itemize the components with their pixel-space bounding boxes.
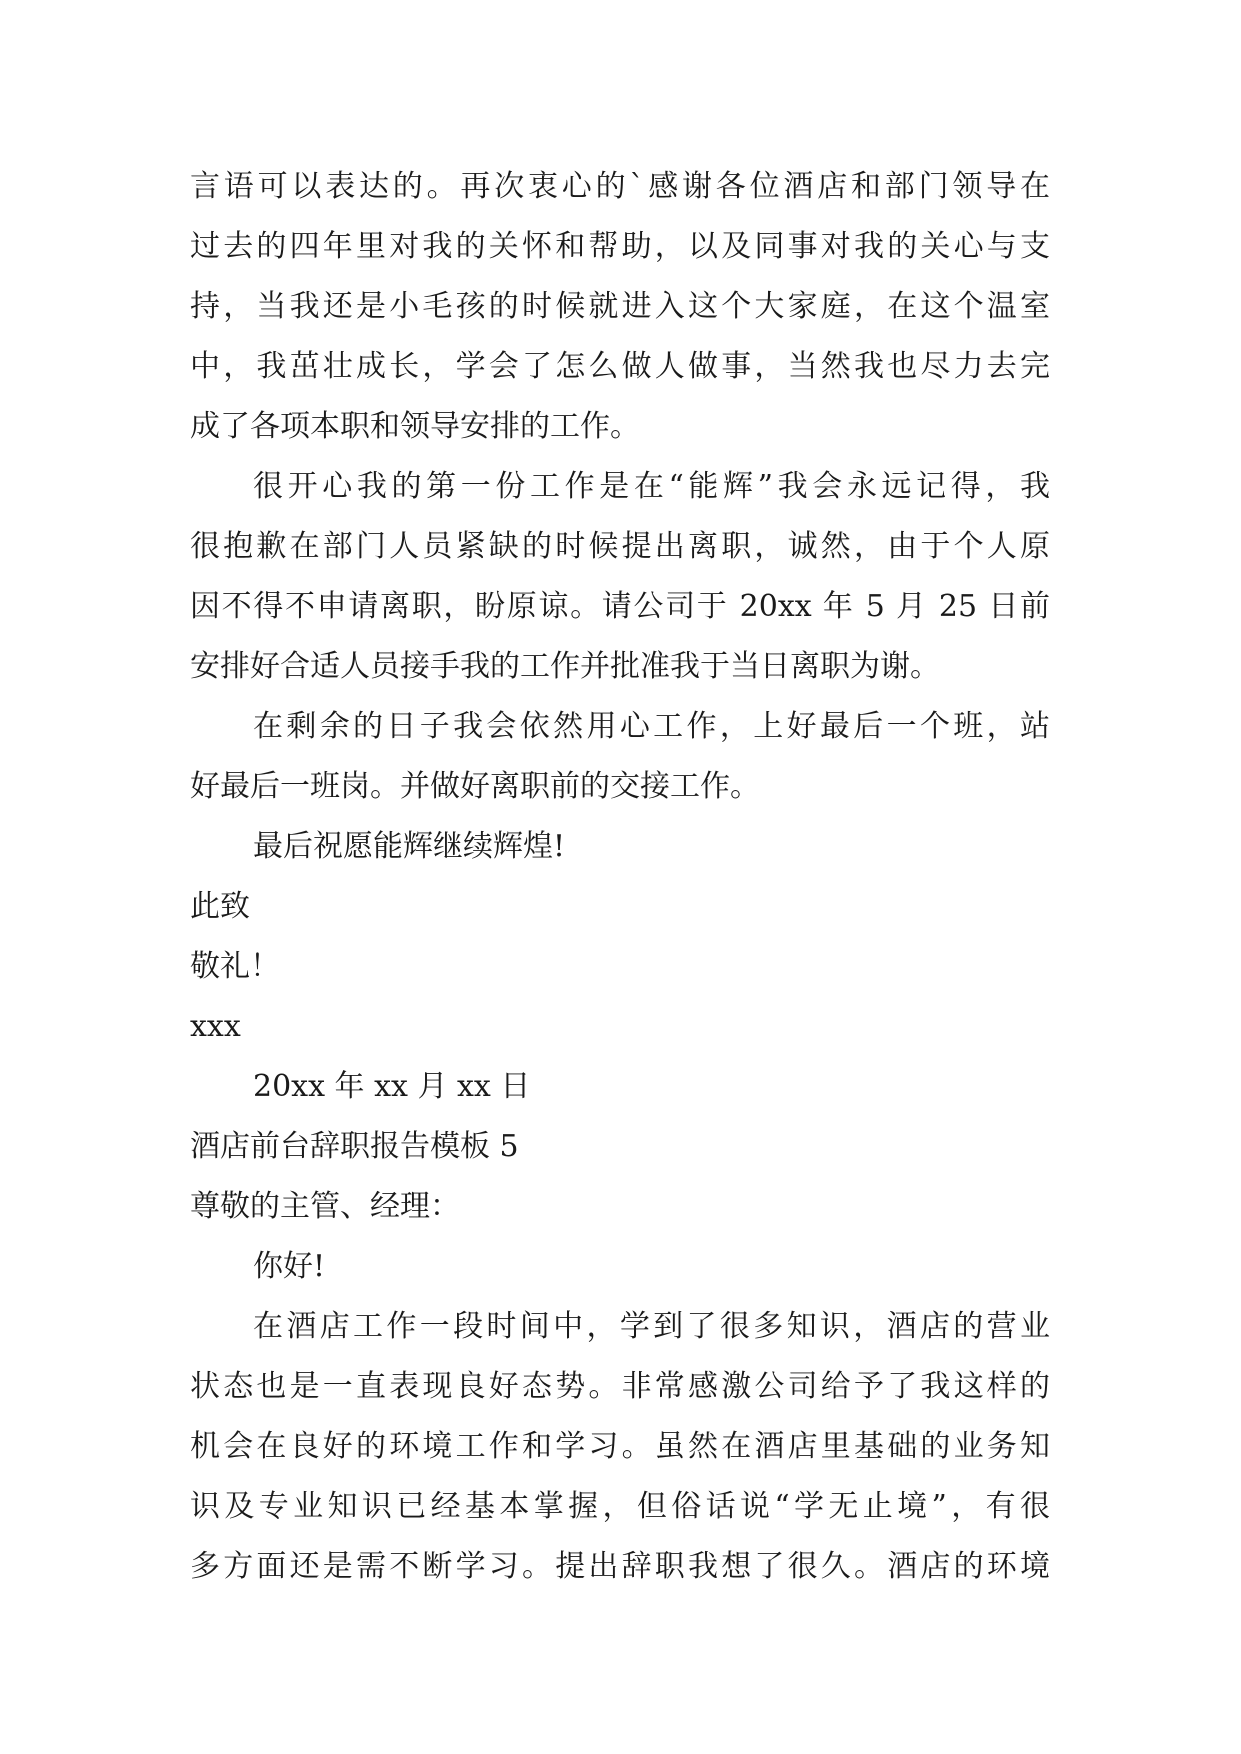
paragraph-first-line: 在酒店工作一段时间中，学到了很多知识，酒店的营业	[253, 1309, 1050, 1344]
text-line: 因不得不申请离职，盼原谅。请公司于 20xx 年 5 月 25 日前	[190, 589, 1050, 624]
closing-wish: 最后祝愿能辉继续辉煌!	[253, 829, 566, 864]
text-line: 好最后一班岗。并做好离职前的交接工作。	[190, 769, 760, 804]
text-line: 多方面还是需不断学习。提出辞职我想了很久。酒店的环境	[190, 1549, 1050, 1584]
text-line: 中，我茁壮成长，学会了怎么做人做事，当然我也尽力去完	[190, 349, 1050, 384]
letter-hello: 你好!	[253, 1249, 326, 1284]
text-line: 过去的四年里对我的关怀和帮助，以及同事对我的关心与支	[190, 229, 1050, 264]
letter-greeting: 尊敬的主管、经理：	[190, 1189, 460, 1224]
text-line: 言语可以表达的。再次衷心的`感谢各位酒店和部门领导在	[190, 169, 1050, 204]
signature-name: xxx	[190, 1009, 241, 1044]
text-line: 状态也是一直表现良好态势。非常感激公司给予了我这样的	[190, 1369, 1050, 1404]
salutation-regards: 敬礼！	[190, 949, 280, 984]
salutation-closing: 此致	[190, 889, 250, 924]
text-line: 安排好合适人员接手我的工作并批准我于当日离职为谢。	[190, 649, 940, 684]
text-line: 很抱歉在部门人员紧缺的时候提出离职，诚然，由于个人原	[190, 529, 1050, 564]
body-text	[190, 157, 1050, 1597]
signature-date: 20xx 年 xx 月 xx 日	[253, 1069, 531, 1104]
text-line: 机会在良好的环境工作和学习。虽然在酒店里基础的业务知	[190, 1429, 1050, 1464]
text-line: 成了各项本职和领导安排的工作。	[190, 409, 640, 444]
paragraph-first-line: 在剩余的日子我会依然用心工作，上好最后一个班，站	[253, 709, 1050, 744]
text-line: 识及专业知识已经基本掌握，但俗话说“学无止境”，有很	[190, 1489, 1050, 1524]
section-title: 酒店前台辞职报告模板 5	[190, 1129, 519, 1164]
paragraph-first-line: 很开心我的第一份工作是在“能辉”我会永远记得，我	[253, 469, 1050, 504]
text-line: 持，当我还是小毛孩的时候就进入这个大家庭，在这个温室	[190, 289, 1050, 324]
